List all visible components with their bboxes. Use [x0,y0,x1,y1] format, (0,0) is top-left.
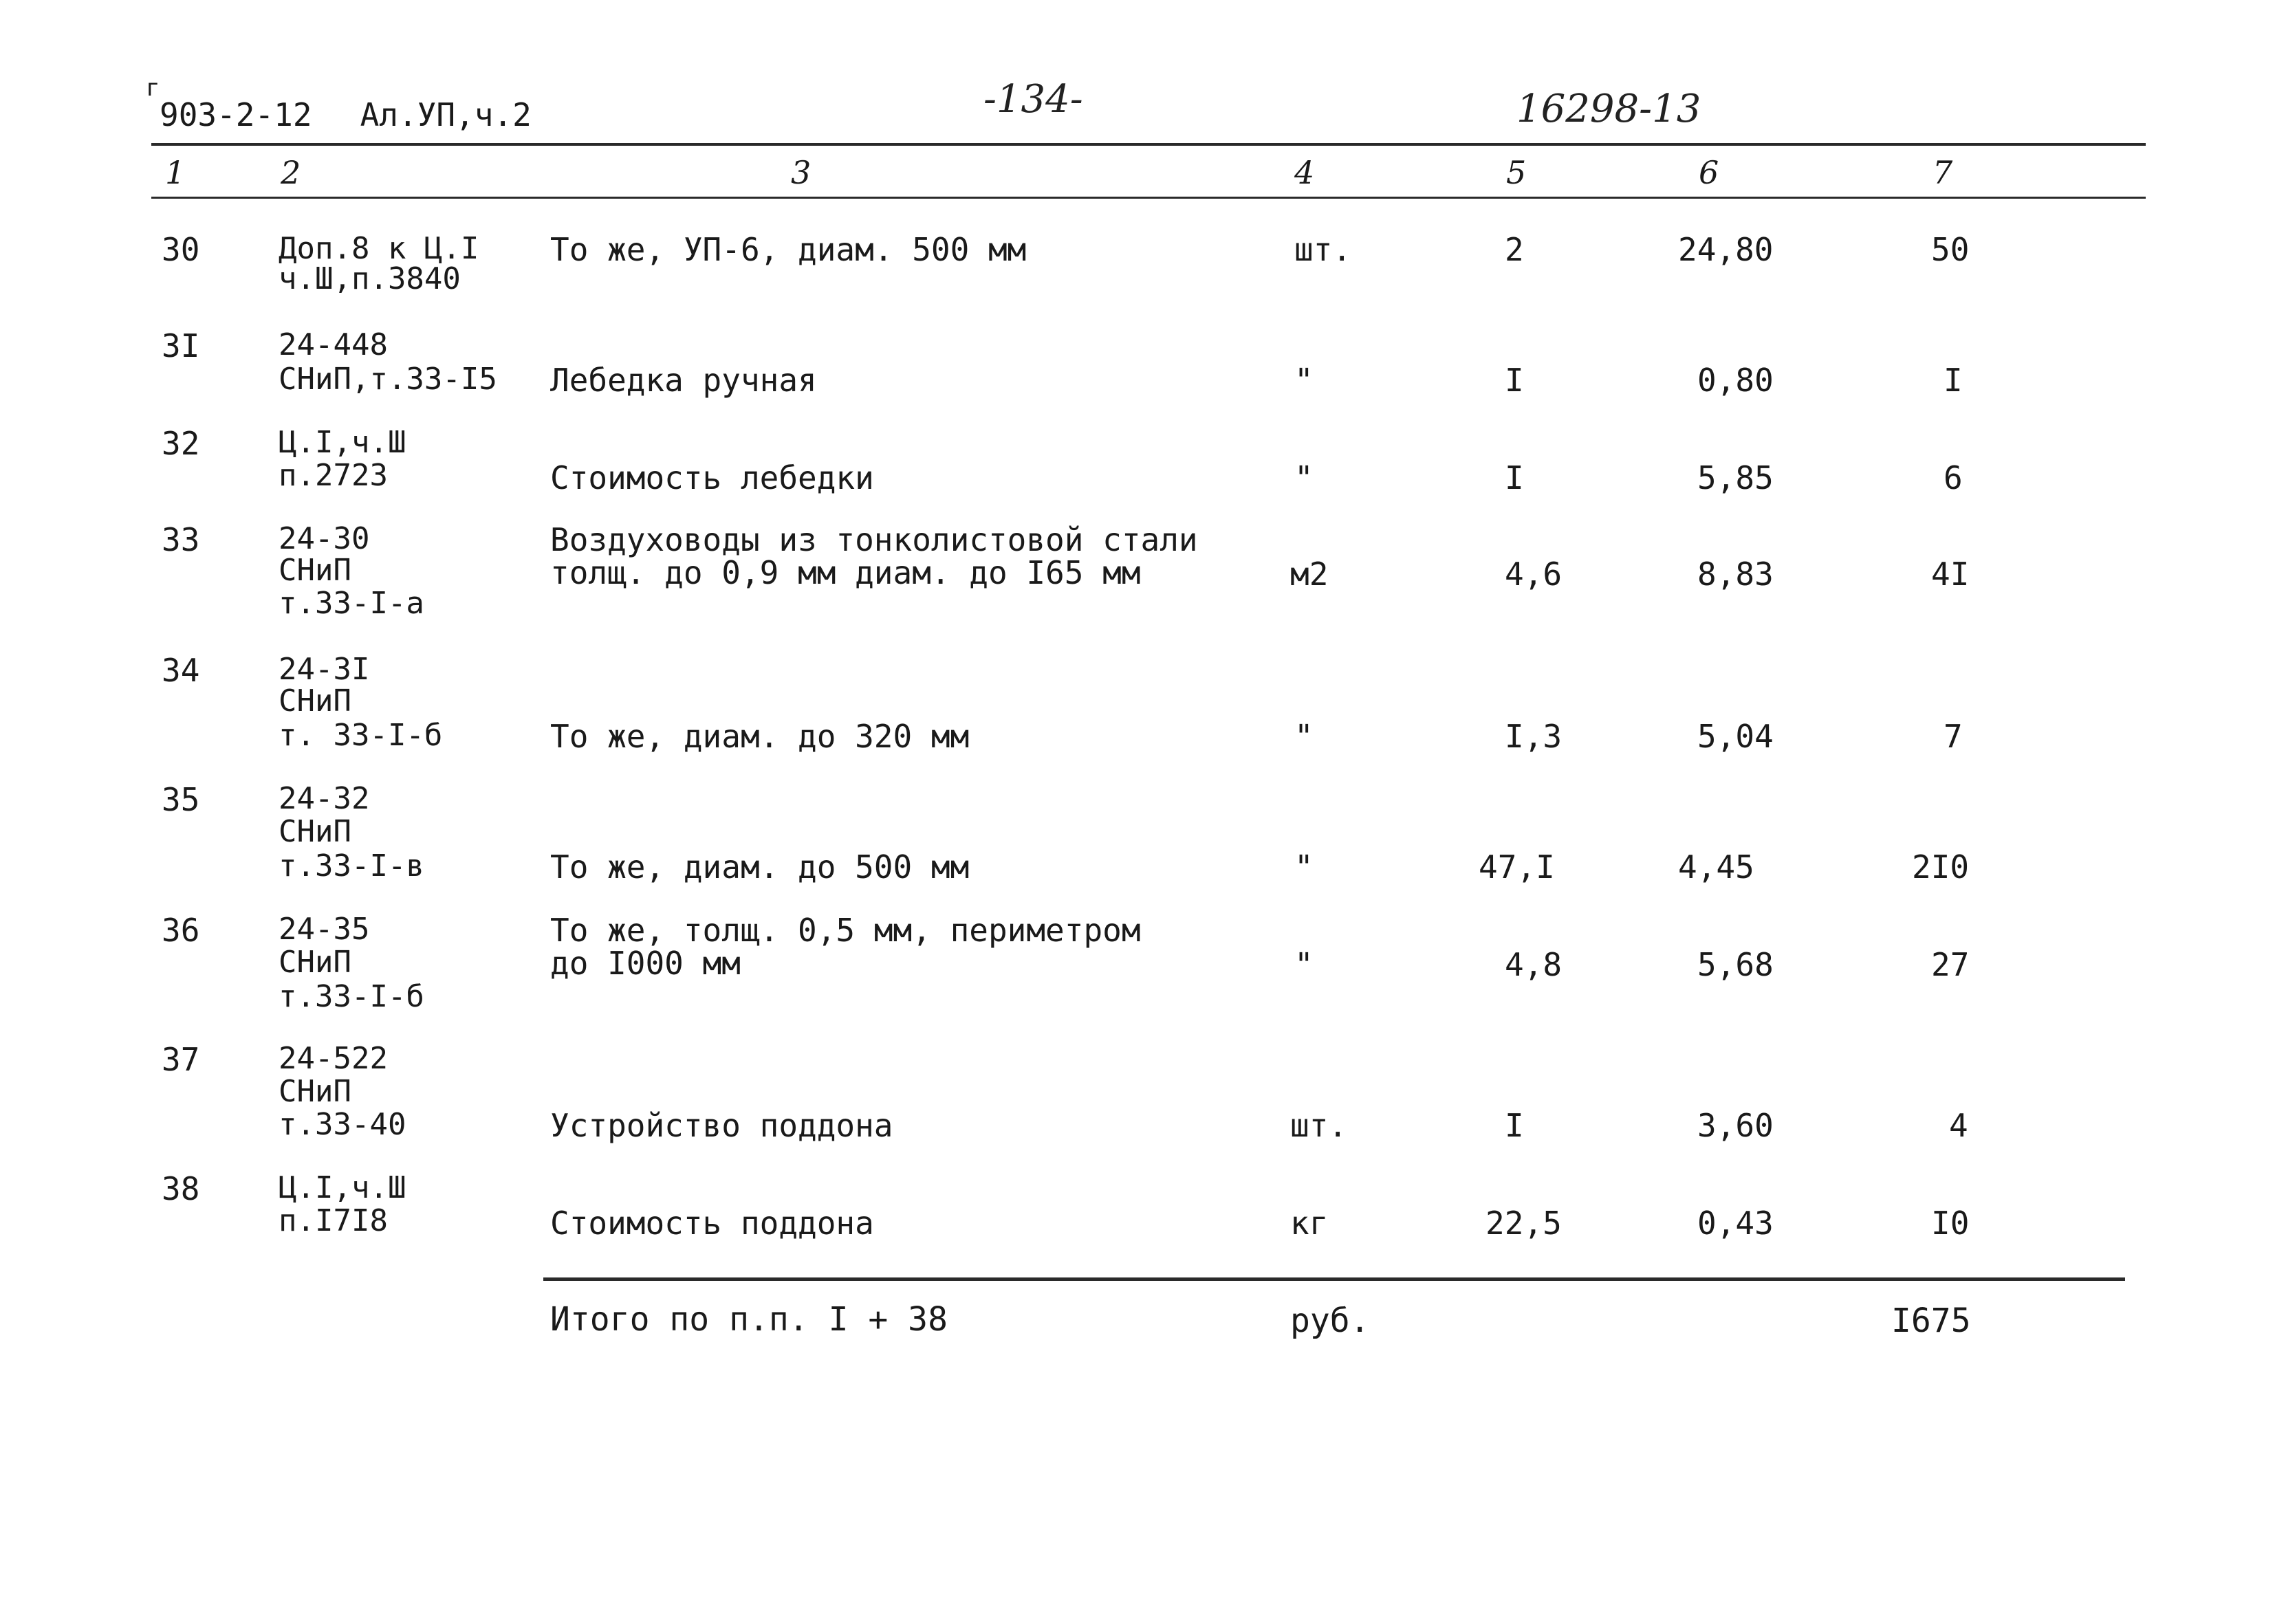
norm-code-line: т.33-40 [279,1107,406,1142]
unit-price: 5,68 [1697,946,1774,983]
unit-price: 8,83 [1697,556,1774,593]
work-name: толщ. до 0,9 мм диам. до I65 мм [550,554,1141,591]
document-number: 16298-13 [1516,87,1701,131]
work-name: То же, УП-6, диам. 500 мм [550,231,1027,268]
unit: " [1294,946,1314,983]
work-name: Лебедка ручная [550,362,817,399]
work-name: до I000 мм [550,945,741,982]
norm-code-line: Ц.I,ч.Ш [279,1170,406,1205]
work-name: Воздуховоды из тонколистовой стали [550,521,1198,558]
col-header-1: 1 [165,154,186,191]
row-sum: 7 [1944,718,1963,755]
row-sum: 2I0 [1912,848,1970,886]
unit-price: 5,04 [1697,718,1774,755]
total-label: Итого по п.п. I + 38 [550,1300,948,1339]
norm-code-line: ч.Ш,п.3840 [279,261,461,296]
unit: " [1294,718,1314,755]
col-header-6: 6 [1699,154,1719,191]
row-number: 34 [162,652,200,689]
row-number: 32 [162,425,200,462]
unit: кг [1290,1205,1329,1242]
quantity: 4,8 [1505,946,1563,983]
quantity: I [1505,362,1524,399]
norm-code-line: Доп.8 к Ц.I [279,231,479,266]
row-sum: 50 [1931,231,1970,268]
norm-code-line: т.33-I-в [279,848,424,884]
row-sum: 4I [1931,556,1970,593]
quantity: I [1505,1107,1524,1144]
work-name: То же, толщ. 0,5 мм, периметром [550,912,1141,949]
col-header-4: 4 [1294,154,1315,191]
unit-price: 24,80 [1678,231,1774,268]
column-header-rule [151,197,2146,199]
quantity: I [1505,459,1524,496]
row-number: 38 [162,1170,200,1207]
top-rule [151,143,2146,146]
norm-code-line: т. 33-I-б [279,718,443,753]
work-name: Стоимость поддона [550,1205,874,1242]
unit: м2 [1290,556,1329,593]
work-name: Стоимость лебедки [550,459,874,496]
row-number: 33 [162,521,200,558]
page-number: -134- [983,77,1083,122]
norm-code-line: т.33-I-а [279,586,424,621]
quantity: I,3 [1505,718,1563,755]
unit-price: 0,43 [1697,1205,1774,1242]
row-sum: 27 [1931,946,1970,983]
quantity: 2 [1505,231,1524,268]
row-number: 36 [162,912,200,949]
norm-code-line: СНиП,т.33-I5 [279,362,497,397]
col-header-2: 2 [281,154,301,191]
col-header-5: 5 [1506,154,1527,191]
quantity: 4,6 [1505,556,1563,593]
unit-price: 5,85 [1697,459,1774,496]
norm-code-line: СНиП [279,1074,351,1109]
norm-code-line: п.I7I8 [279,1203,388,1238]
quantity: 47,I [1479,848,1555,886]
col-header-7: 7 [1933,154,1953,191]
norm-code-line: т.33-I-б [279,979,424,1014]
unit: " [1294,459,1314,496]
row-number: 35 [162,781,200,818]
work-name: То же, диам. до 320 мм [550,718,970,755]
unit-price: 3,60 [1697,1107,1774,1144]
norm-code-line: п.2723 [279,458,388,493]
unit: шт. [1290,1107,1348,1144]
corner-mark: г [146,74,160,102]
norm-code-line: СНиП [279,683,351,718]
work-name: То же, диам. до 500 мм [550,848,970,886]
norm-code-line: Ц.I,ч.Ш [279,425,406,460]
header-left [160,96,532,133]
row-sum: 4 [1949,1107,1968,1144]
row-number: 37 [162,1041,200,1078]
row-number: 3I [162,327,200,364]
norm-code-line: 24-522 [279,1041,388,1076]
album-label: Ал.УП,ч.2 [360,96,532,133]
project-code: 903-2-12 [160,96,312,133]
unit-price: 0,80 [1697,362,1774,399]
quantity: 22,5 [1485,1205,1562,1242]
norm-code-line: 24-3I [279,652,370,687]
total-rule [543,1277,2125,1281]
unit-price: 4,45 [1678,848,1754,886]
row-sum: I [1944,362,1963,399]
norm-code-line: СНиП [279,553,351,588]
unit: " [1294,848,1314,886]
norm-code-line: 24-448 [279,327,388,362]
norm-code-line: 24-30 [279,521,370,556]
norm-code-line: 24-32 [279,781,370,816]
row-sum: I0 [1931,1205,1970,1242]
col-header-3: 3 [791,154,812,191]
total-unit: руб. [1290,1302,1370,1340]
total-sum: I675 [1891,1302,1971,1340]
row-sum: 6 [1944,459,1963,496]
norm-code-line: СНиП [279,814,351,849]
norm-code-line: 24-35 [279,912,370,947]
unit: шт. [1294,231,1352,268]
unit: " [1294,362,1314,399]
work-name: Устройство поддона [550,1107,893,1144]
row-number: 30 [162,231,200,268]
norm-code-line: СНиП [279,945,351,980]
